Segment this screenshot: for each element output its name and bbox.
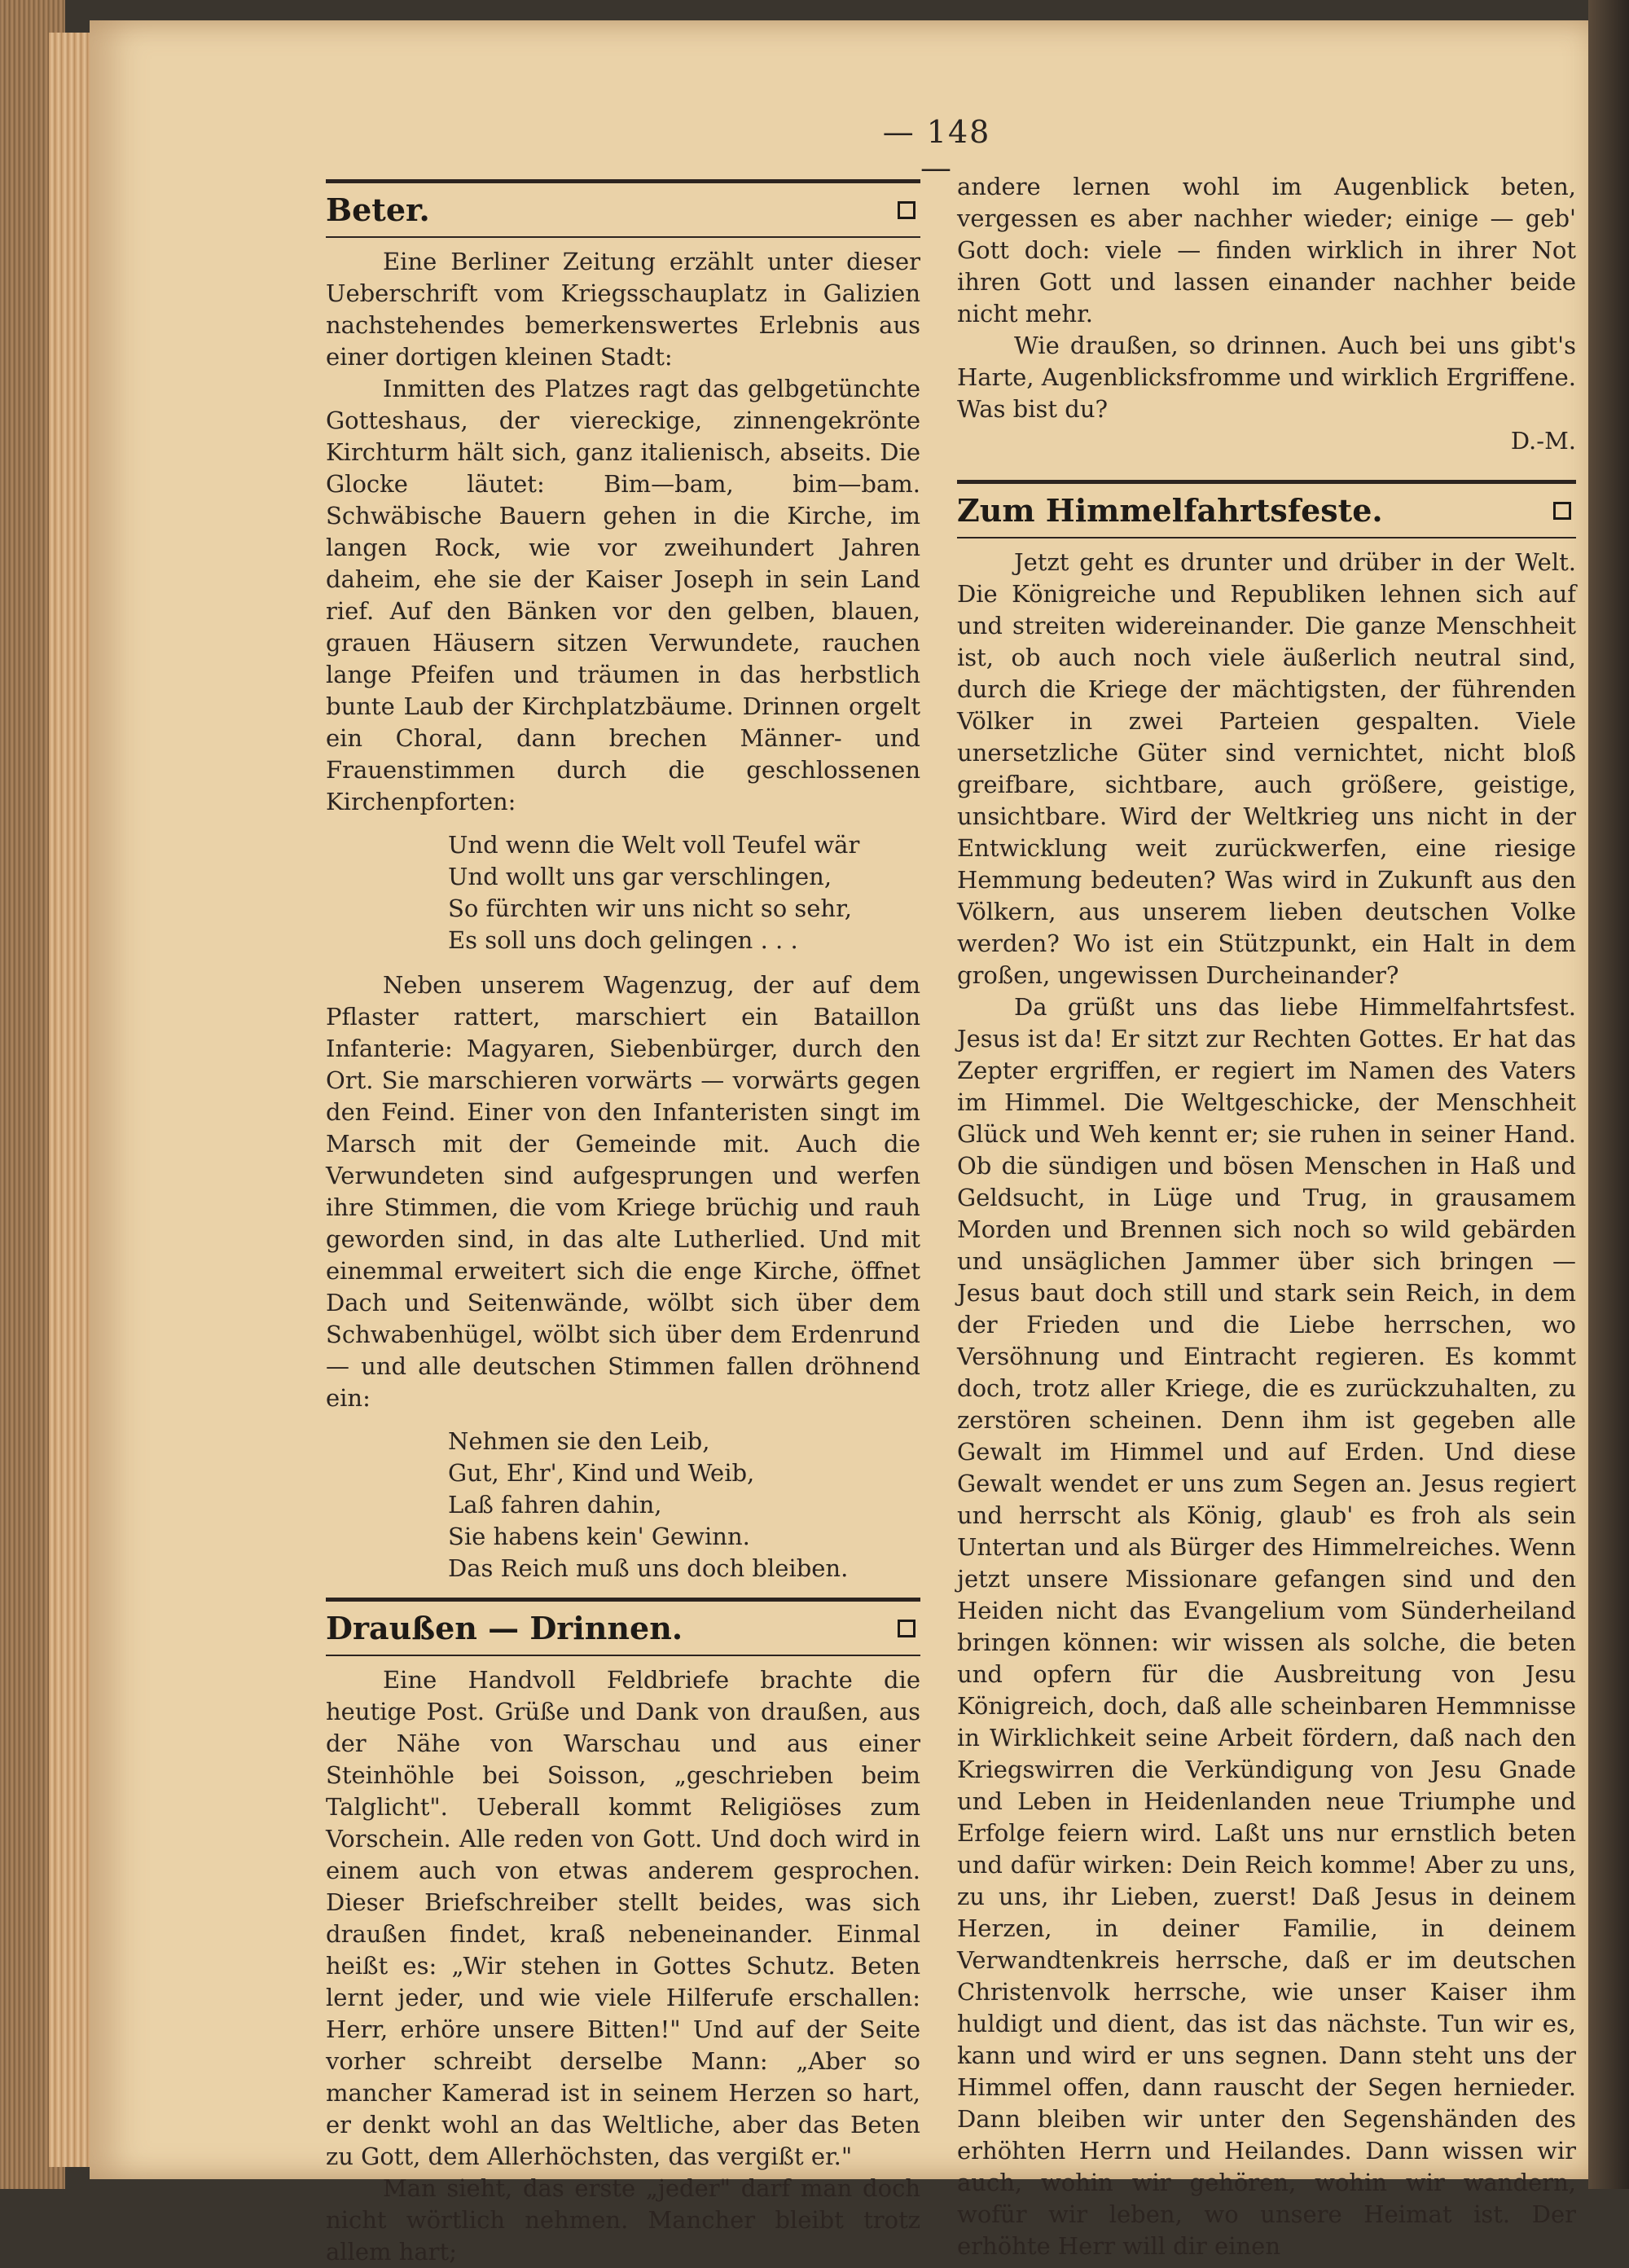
article-header: [326, 1606, 920, 1650]
divider: [326, 1598, 920, 1602]
article-body-beter: [326, 246, 920, 1585]
verse-line: Das Reich muß uns doch bleiben.: [448, 1554, 849, 1582]
verse-line: Nehmen sie den Leib,: [448, 1427, 710, 1455]
article-title-beter: Beter.: [326, 191, 430, 228]
signature-row: [957, 425, 1576, 457]
paragraph: Wie draußen, so drinnen. Auch bei uns gibt's Harte, Augenblicksfromme und wirklich Ergriffene. Was bist du?: [957, 332, 1576, 423]
article-title-himmelfahrt: Zum Himmelfahrtsfeste.: [957, 492, 1383, 529]
right-column: [957, 171, 1576, 2262]
verse-line: Und wollt uns gar verschlingen,: [448, 863, 832, 890]
paragraph: Jetzt geht es drunter und drüber in der Welt. Die Königreiche und Republiken lehnen sich auf und streiten widereinander. Die ganze Menschheit ist, ob auch noch viele äußerlich neutral sind, durch die Kriege der mächtigsten, der führenden Völker in zwei Parteien gespalten. Viele unersetzliche Güter sind vernichtet, nicht bloß greifbare, sichtbare, auch größere, geistige, unsichtbare. Wird der Weltkrieg uns nicht in der Entwicklung weit zurückwerfen, eine riesige Hemmung bedeuten? Was wird in Zukunft aus den Völkern, aus unserem lieben deutschen Volke werden? Wo ist ein Stützpunkt, ein Halt in dem großen, ungewissen Durcheinander?: [957, 548, 1576, 989]
divider: [326, 179, 920, 183]
hymn-verse-2: [448, 1426, 920, 1585]
paragraph: Eine Handvoll Feldbriefe brachte die heutige Post. Grüße und Dank von draußen, aus der Nähe von Warschau und aus einer Steinhöhle bei Soisson, „geschrieben beim Talglicht". Ueberall kommt Religiöses zum Vorschein. Alle reden von Gott. Und doch wird in einem auch von etwas anderem gesprochen. Dieser Briefschreiber stellt beides, was sich draußen findet, kraß nebeneinander. Einmal heißt es: „Wir stehen in Gottes Schutz. Beten lernt jeder, und wie viele Hilferufe erschallen: Herr, erhöre unsere Bitten!" Und auf der Seite vorher schreibt derselbe Mann: „Aber so mancher Kamerad ist in seinem Herzen so hart, er denkt wohl an das Weltliche, aber das Beten zu Gott, dem Allerhöchsten, das vergißt er.": [326, 1666, 920, 2170]
hymn-verse-1: [448, 829, 920, 956]
square-icon: [898, 201, 915, 219]
binding-edge: [1588, 0, 1629, 2189]
divider: [957, 480, 1576, 484]
divider: [326, 1655, 920, 1656]
verse-line: Es soll uns doch gelingen . . .: [448, 926, 798, 954]
paragraph: Eine Berliner Zeitung erzählt unter dieser Ueberschrift vom Kriegsschauplatz in Galizien nachstehendes bemerkenswertes Erlebnis aus einer dortigen kleinen Stadt:: [326, 248, 920, 371]
article-title-draussen: Draußen — Drinnen.: [326, 1610, 683, 1646]
signature: D.-M.: [1510, 427, 1576, 455]
verse-line: Gut, Ehr', Kind und Weib,: [448, 1459, 755, 1487]
left-column: [326, 179, 920, 2268]
verse-line: Und wenn die Welt voll Teufel wär: [448, 831, 860, 859]
verse-line: Sie habens kein' Gewinn.: [448, 1523, 750, 1550]
square-icon: [898, 1620, 915, 1637]
paragraph: Man sieht, das erste „jeder" darf man doch nicht wörtlich nehmen. Mancher bleibt trotz allem hart;: [326, 2174, 920, 2266]
article-body-draussen: [326, 1664, 920, 2268]
divider: [326, 236, 920, 238]
paragraph: Inmitten des Platzes ragt das gelbgetünchte Gotteshaus, der viereckige, zinnengekrönte Kirchturm hält sich, ganz italienisch, abseits. Die Glocke läutet: Bim—bam, bim—bam. Schwäbische Bauern gehen in die Kirche, im langen Rock, wie vor zweihundert Jahren daheim, ehe sie der Kaiser Joseph in sein Land rief. Auf den Bänken vor den gelben, blauen, grauen Häusern sitzen Verwundete, rauchen lange Pfeifen und träumen in das herbstlich bunte Laub der Kirchplatzbäume. Drinnen orgelt ein Choral, dann brechen Männer- und Frauenstimmen durch die geschlossenen Kirchenpforten:: [326, 375, 920, 815]
square-icon: [1553, 502, 1571, 520]
verse-line: So fürchten wir uns nicht so sehr,: [448, 894, 853, 922]
paragraph-continuation: andere lernen wohl im Augenblick beten, vergessen es aber nachher wieder; einige — geb' Gott doch: viele — finden wirklich in ihrer Not ihren Gott und lassen einander nachher beide nicht mehr.: [957, 173, 1576, 327]
article-header: [957, 489, 1576, 532]
divider: [957, 537, 1576, 538]
paragraph: Da grüßt uns das liebe Himmelfahrtsfest. Jesus ist da! Er sitzt zur Rechten Gottes. Er hat das Zepter ergriffen, er regiert im Namen des Vaters im Himmel. Die Weltgeschicke, der Menschheit Glück und Weh kennt er; sie ruhen in seiner Hand. Ob die sündigen und bösen Menschen in Haß und Geldsucht, in Lüge und Trug, in grausamem Morden und Brennen sich noch so wild gebärden und unsäglichen Jammer über sich bringen — Jesus baut doch still und stark sein Reich, in dem der Frieden und die Liebe herrschen, wo Versöhnung und Eintracht regieren. Es kommt doch, trotz aller Kriege, die es zurückzuhalten, zu zerstören scheinen. Denn ihm ist gegeben alle Gewalt im Himmel und auf Erden. Und diese Gewalt wendet er uns zum Segen an. Jesus regiert und herrscht als König, glaub' es froh als sein Untertan und als Bürger des Himmelreiches. Wenn jetzt unsere Missionare gefangen sind und den Heiden nicht das Evangelium vom Sünderheiland bringen können: wir wissen als solche, die beten und opfern für die Ausbreitung von Jesu Königreich, doch, daß alle scheinbaren Hemmnisse in Wirklichkeit seine Arbeit fördern, daß nach den Kriegswirren die Verkündigung von Jesu Gnade und Leben in Heidenlanden neue Triumphe und Erfolge feiern wird. Laßt uns nur ernstlich beten und dafür wirken: Dein Reich komme! Aber zu uns, zu uns, ihr Lieben, zuerst! Daß Jesus in deinem Herzen, in deiner Familie, in deinem Verwandtenkreis herrsche, daß er im deutschen Christenvolk herrsche, wie unser Kaiser ihm huldigt und dient, das ist das nächste. Tun wir es, kann und wird er uns segnen. Dann steht uns der Himmel offen, dann rauscht der Segen hernieder. Dann bleiben wir unter den Segenshänden des erhöhten Herrn und Heilandes. Dann wissen wir auch, wohin wir gehören, wohin wir wandern, wofür wir leben, wo unsere Heimat ist. Der erhöhte Herr will dir einen: [957, 993, 1576, 2260]
page-number: — 148 —: [882, 114, 991, 186]
article-body-himmelfahrt: [957, 547, 1576, 2262]
article-header: [326, 188, 920, 231]
paragraph: Neben unserem Wagenzug, der auf dem Pflaster rattert, marschiert ein Bataillon Infanterie: Magyaren, Siebenbürger, durch den Ort. Sie marschieren vorwärts — vorwärts gegen den Feind. Einer von den Infanteristen singt im Marsch mit der Gemeinde mit. Auch die Verwundeten sind aufgesprungen und werfen ihre Stimmen, die vom Kriege brüchig und rauh geworden sind, in das alte Lutherlied. Und mit einemmal erweitert sich die enge Kirche, öffnet Dach und Seitenwände, wölbt sich über dem Schwabenhügel, wölbt sich über dem Erdenrund — und alle deutschen Stimmen fallen dröhnend ein:: [326, 971, 920, 1412]
verse-line: Laß fahren dahin,: [448, 1491, 662, 1519]
